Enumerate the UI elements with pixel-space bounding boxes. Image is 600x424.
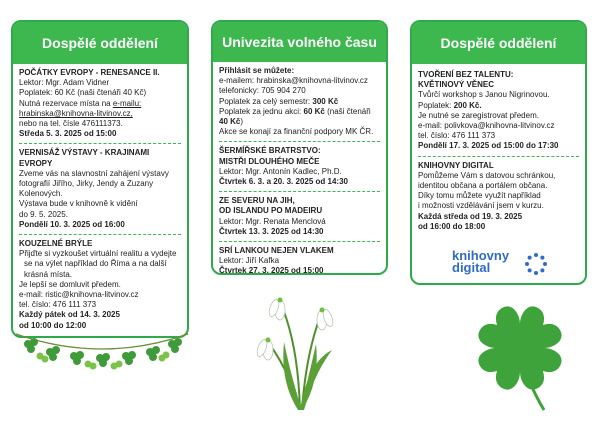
event-line: Je lepší se domluvit předem. (19, 279, 121, 289)
info-text: ) (240, 117, 244, 127)
event-title: ŠERMÍŘSKÉ BRATRSTVO: (219, 146, 321, 156)
event-line: krásná místa. (24, 269, 73, 279)
registration-info (219, 66, 380, 137)
info-text: Poplatek za celý semestr: (219, 96, 313, 106)
event-title: SRÍ LANKOU NEJEN VLAKEM (219, 246, 334, 256)
event-title: POČÁTKY EVROPY - RENESANCE II. (19, 68, 160, 77)
event-line: identitou občana a portálem občana. (418, 181, 548, 191)
info-text: (naši čtenáři (324, 106, 371, 116)
logo-text (452, 250, 509, 274)
event-text: Poplatek: (418, 100, 454, 110)
section-divider (19, 143, 181, 144)
logo-line2: digital (452, 260, 491, 275)
event-line: do 9. 5. 2025. (19, 209, 68, 219)
middle-column-body (213, 62, 386, 275)
right-header-text: Dospělé oddělení (440, 35, 557, 51)
event-line (19, 99, 181, 109)
left-column-header (13, 22, 187, 64)
event-time: od 16:00 do 18:00 (418, 221, 486, 231)
middle-header-text: Univezita volného času (222, 34, 377, 50)
price: 60 Kč (303, 106, 325, 116)
event-time: od 10:00 do 12:00 (19, 320, 87, 330)
event-title: MISTŘI DLOUHÉHO MEČE (219, 156, 320, 166)
event-line: Kolenových. (19, 189, 63, 199)
event-date: Každý pátek od 14. 3. 2025 (19, 310, 120, 320)
section-divider (219, 191, 380, 192)
event-line: Pomůžeme Vám s datovou schránkou, (418, 170, 556, 180)
event-pocatky-evropy (19, 68, 181, 139)
event-line: Výstava bude v knihovně k vidění (19, 199, 138, 209)
event-title: VERNISÁŽ VÝSTAVY - KRAJINAMI EVROPY (19, 148, 150, 168)
right-column-body (412, 64, 585, 239)
section-divider (219, 241, 380, 242)
event-date: Každá středa od 19. 3. 2025 (418, 211, 523, 221)
four-leaf-clover-icon (460, 290, 580, 415)
event-sermirske-bratrstvo (219, 146, 380, 187)
event-date: Pondělí 17. 3. 2025 od 15:00 do 17:30 (418, 141, 559, 151)
event-line: Zveme vás na slavnostní zahájení výstavy (19, 168, 169, 178)
email-address-link[interactable]: hrabinska@knihovna-litvinov.cz, (19, 108, 133, 118)
info-line (219, 97, 380, 107)
event-date: Pondělí 10. 3. 2025 od 16:00 (19, 219, 125, 229)
left-column (11, 20, 189, 338)
event-line: fotografií Jiřího, Jirky, Jendy a Zuzany (19, 179, 154, 189)
event-line: tel. číslo: 476 111 373 (19, 300, 97, 310)
email-link[interactable]: e-mailu: (112, 98, 142, 108)
section-divider (219, 141, 380, 142)
price: 40 Kč (219, 117, 241, 127)
event-ze-severu-na-jih (219, 196, 380, 237)
event-text: Nutná rezervace místa na (19, 98, 113, 108)
event-line: Lektor: Jiří Kafka (219, 256, 280, 266)
logo-line1: knihovny (452, 248, 510, 263)
snowdrop-flower-icon (250, 282, 350, 412)
section-divider (19, 234, 181, 235)
middle-column (211, 20, 388, 275)
info-line: telefonicky: 705 904 270 (219, 86, 306, 96)
event-line: Poplatek: 60 Kč (naši čtenáři 40 Kč) (19, 88, 147, 98)
event-line: se na výlet například do Říma a na další (24, 259, 167, 269)
event-vernisaz (19, 148, 181, 230)
event-title: TVOŘENÍ BEZ TALENTU: (418, 70, 514, 79)
event-kouzelne-bryle (19, 239, 181, 331)
event-title: OD ISLANDU PO MADEIRU (219, 206, 323, 216)
event-line: Lektor: Mgr. Renata Menclová (219, 216, 326, 226)
event-title: KVĚTINOVÝ VĚNEC (418, 80, 495, 90)
event-tvoreni-bez-talentu (418, 70, 579, 152)
left-column-body (13, 64, 187, 338)
right-column-header (412, 22, 585, 64)
event-date: Středa 5. 3. 2025 od 15:00 (19, 129, 117, 139)
event-line: Lektor: Mgr. Antonín Kadlec, Ph.D. (219, 166, 342, 176)
event-sri-lanka (219, 246, 380, 275)
event-line: Lektor: Mgr. Adam Vidner (19, 78, 110, 88)
info-line: Akce se konají za finanční podpory MK ČR. (219, 127, 374, 137)
event-date: Čtvrtek 13. 3. 2025 od 14:30 (219, 226, 324, 236)
event-line: i možnosti vzdělávání jsem v kurzu. (418, 201, 544, 211)
event-knihovny-digital (418, 161, 579, 232)
event-title: KNIHOVNY DIGITAL (418, 160, 494, 170)
event-line (418, 101, 579, 111)
info-text: Poplatek za jednu akci: (219, 106, 304, 116)
knihovny-digital-logo (452, 250, 562, 284)
event-line: e-mail: polivkova@knihovna-litvinov.cz (418, 121, 555, 131)
left-header-text: Dospělé oddělení (42, 35, 158, 51)
section-title: Přihlásit se můžete: (219, 66, 295, 75)
event-line: Díky tomu můžete využít například (418, 191, 541, 201)
info-line (219, 107, 380, 127)
middle-column-header (213, 22, 386, 62)
clover-garland-icon (14, 330, 190, 374)
info-line: e-mailem: hrabinska@knihovna-litvinov.cz (219, 76, 368, 86)
section-divider (418, 156, 579, 157)
event-line: Tvůrčí workshop s Janou Nigrinovou. (418, 90, 550, 100)
logo-dots-icon (524, 252, 548, 276)
event-line: Je nutné se zaregistrovat předem. (418, 110, 539, 120)
event-line: e-mail: ristic@knihovna-litvinov.cz (19, 290, 139, 300)
event-line: tel. číslo: 476 111 373 (418, 131, 496, 141)
right-column (410, 20, 587, 285)
event-line: nebo na tel. čísle 476111373. (19, 119, 123, 129)
event-date: Čtvrtek 27. 3. 2025 od 15:00 (219, 266, 324, 275)
event-title: ZE SEVERU NA JIH, (219, 196, 295, 206)
price: 300 Kč (312, 96, 339, 106)
event-date: Čtvrtek 6. 3. a 20. 3. 2025 od 14:30 (219, 177, 348, 187)
price: 200 Kč. (453, 100, 482, 110)
event-title: KOUZELNÉ BRÝLE (19, 239, 93, 249)
event-line: Přijďte si vyzkoušet virtuální realitu a vydejte (19, 249, 177, 259)
